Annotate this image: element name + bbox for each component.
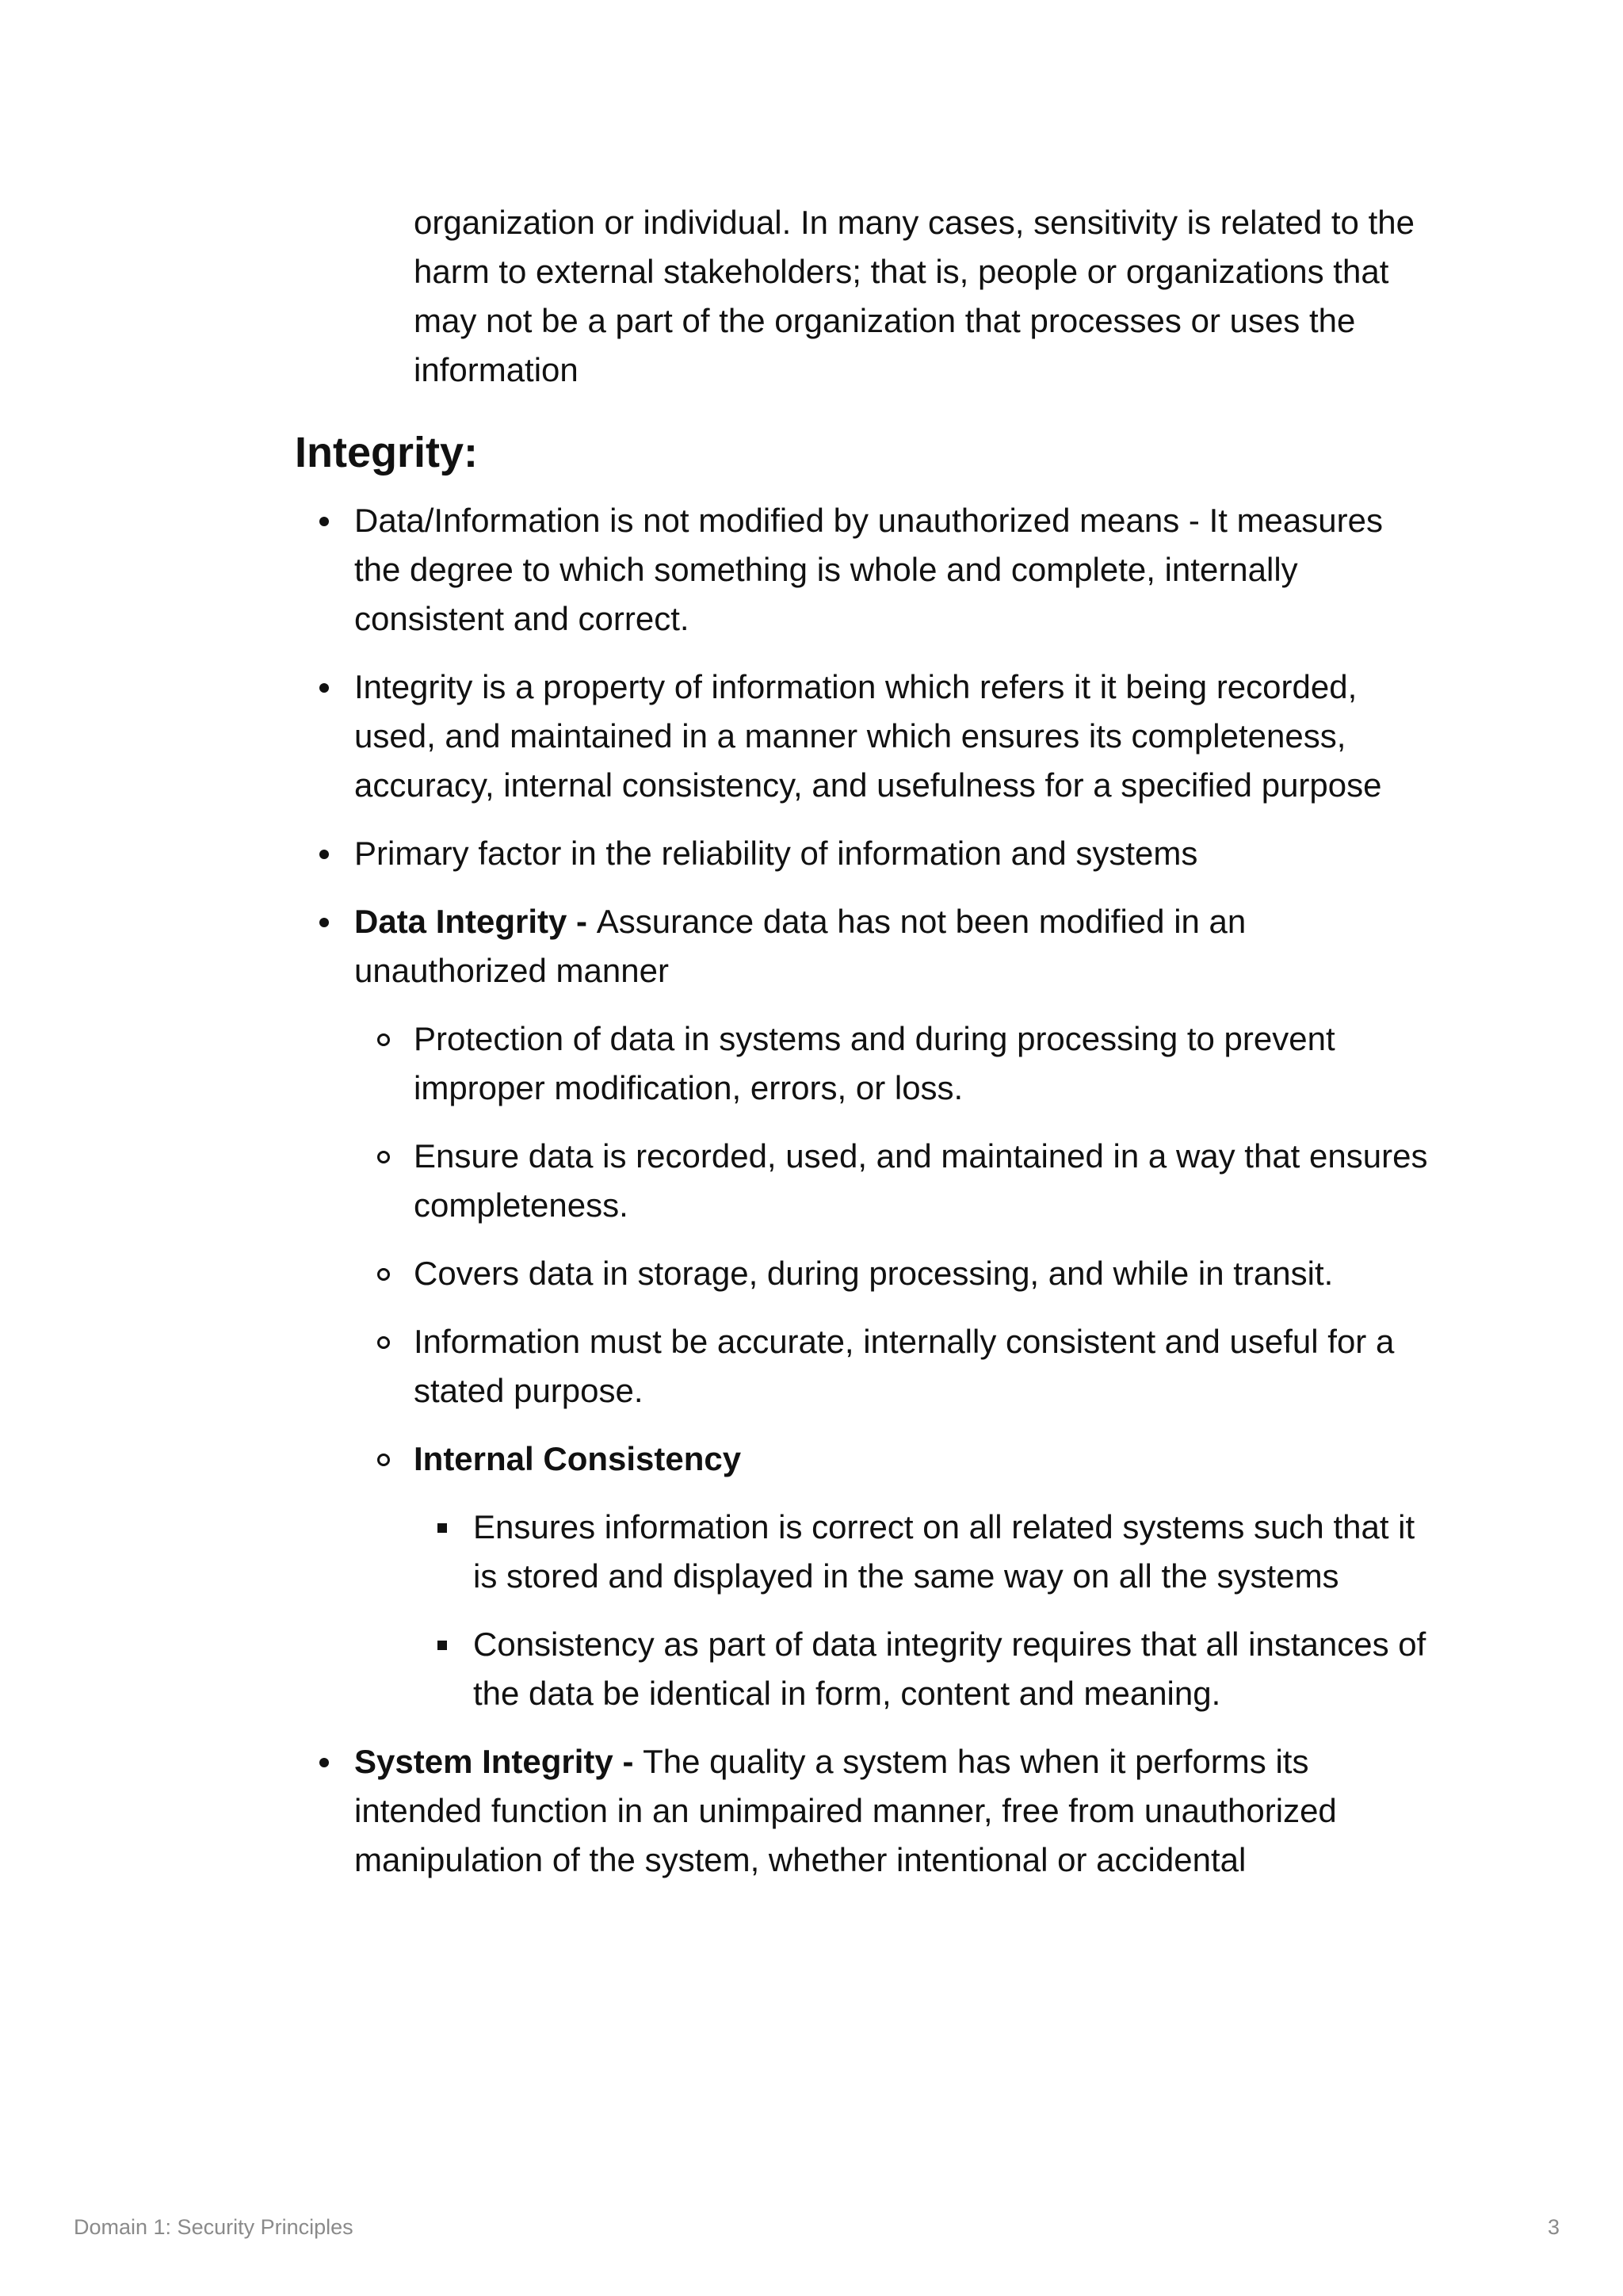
section-heading-integrity: Integrity:: [295, 429, 479, 476]
list-item-text: Primary factor in the reliability of information and systems: [354, 835, 1198, 872]
list-item: [354, 829, 1436, 878]
disc-bullet-icon: [319, 517, 329, 526]
sub-sublist-item: [473, 1503, 1436, 1601]
circle-bullet-icon: [377, 1268, 390, 1281]
sublist-item-text: Ensure data is recorded, used, and maintained in a way that ensures completeness.: [414, 1137, 1428, 1224]
circle-bullet-icon: [377, 1151, 390, 1163]
circle-bullet-icon: [377, 1336, 390, 1349]
square-bullet-icon: [437, 1523, 447, 1533]
definition-data-integrity: Assurance data has not been modified in an unauthorized manner: [354, 903, 1247, 989]
list-item: [354, 663, 1436, 810]
integrity-list-continued: [295, 1737, 1436, 1885]
sublist-item-text: Information must be accurate, internally consistent and useful for a stated purpose.: [414, 1323, 1395, 1409]
sublist-item: [414, 1014, 1436, 1113]
disc-bullet-icon: [319, 683, 329, 693]
term-system-integrity: System Integrity -: [354, 1743, 643, 1780]
term-internal-consistency: Internal Consistency: [414, 1440, 742, 1477]
list-item-data-integrity: [354, 897, 1436, 995]
sublist-item: [414, 1317, 1436, 1415]
integrity-list: [295, 496, 1436, 995]
page-content: [295, 198, 1436, 1904]
sub-sublist-item-text: Ensures information is correct on all related systems such that it is stored and displayed in the same way on all the systems: [473, 1508, 1415, 1595]
sublist-item-text: [414, 1435, 1436, 1484]
list-item-text: Integrity is a property of information which refers it it being recorded, used, and maintained in a manner which ensures its completeness, accuracy, internal consistency, and usefulness for a specified purpose: [354, 668, 1382, 804]
disc-bullet-icon: [319, 918, 329, 927]
definition-system-integrity: The quality a system has when it performs its intended function in an unimpaired manner, free from unauthorized manipulation of the system, whether intentional or accidental: [354, 1743, 1337, 1878]
square-bullet-icon: [437, 1641, 447, 1650]
sub-sublist-item-text: Consistency as part of data integrity requires that all instances of the data be identical in form, content and meaning.: [473, 1626, 1426, 1712]
disc-bullet-icon: [319, 850, 329, 859]
list-item-system-integrity: [354, 1737, 1436, 1885]
list-item: [354, 496, 1436, 644]
term-data-integrity: Data Integrity -: [354, 903, 597, 940]
sublist-item: [414, 1132, 1436, 1230]
sub-sublist-item: [473, 1620, 1436, 1718]
list-item-text: Data/Information is not modified by unauthorized means - It measures the degree to which something is whole and complete, internally consistent and correct.: [354, 502, 1383, 637]
circle-bullet-icon: [377, 1454, 390, 1466]
sublist-item-internal-consistency: [414, 1435, 1436, 1484]
data-integrity-sublist: [295, 1014, 1436, 1484]
footer-domain-title: Domain 1: Security Principles: [74, 2215, 353, 2239]
list-item-text: [354, 897, 1436, 995]
sublist-item-text: Covers data in storage, during processing, and while in transit.: [414, 1255, 1334, 1292]
list-item-text: [354, 1737, 1436, 1885]
sublist-item: [414, 1249, 1436, 1298]
circle-bullet-icon: [377, 1033, 390, 1046]
continuation-paragraph: organization or individual. In many cases, sensitivity is related to the harm to external stakeholders; that is, people or organizations that may not be a part of the organization that processes or uses the information: [414, 204, 1415, 388]
internal-consistency-sublist: [295, 1503, 1436, 1718]
sublist-item-text: Protection of data in systems and during processing to prevent improper modification, errors, or loss.: [414, 1020, 1335, 1106]
disc-bullet-icon: [319, 1758, 329, 1767]
footer-page-number: 3: [1547, 2215, 1560, 2239]
